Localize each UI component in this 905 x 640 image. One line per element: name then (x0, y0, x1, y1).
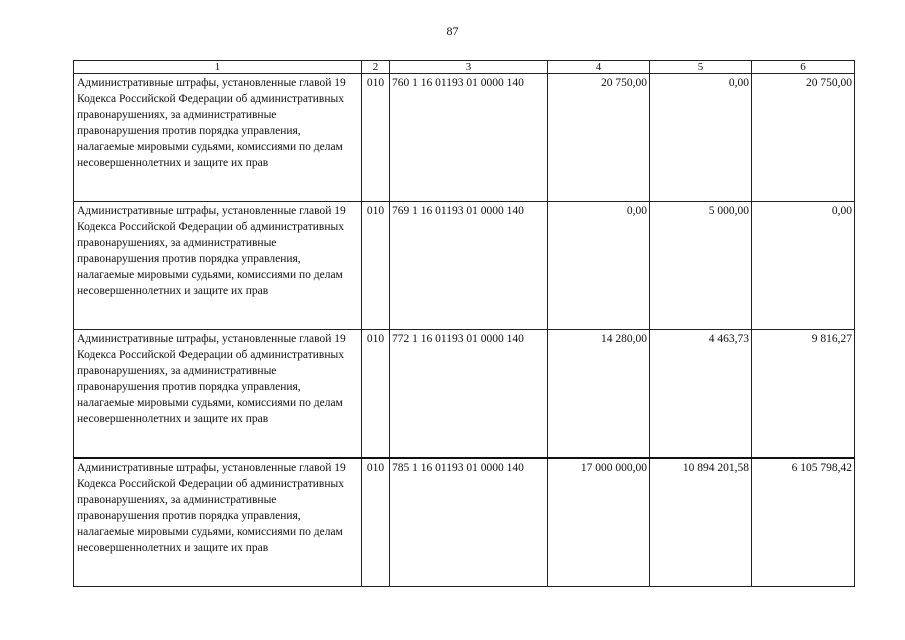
column-header-3: 3 (390, 61, 548, 74)
budget-execution-table (73, 60, 855, 587)
row-unexecuted: 9 816,27 (752, 330, 855, 459)
row-kbk: 785 1 16 01193 01 0000 140 (390, 458, 548, 587)
column-header-1: 1 (74, 61, 362, 74)
column-header-4: 4 (548, 61, 650, 74)
table-row (74, 458, 855, 587)
row-code: 010 (362, 202, 390, 330)
row-unexecuted: 6 105 798,42 (752, 458, 855, 587)
row-unexecuted: 0,00 (752, 202, 855, 330)
row-name: Административные штрафы, установленные главой 19 Кодекса Российской Федерации об административных правонарушениях, за административные правонарушения против порядка управления, налагаемые мировыми судьями, комиссиями по делам несовершеннолетних и защите их прав (74, 330, 362, 459)
row-kbk: 769 1 16 01193 01 0000 140 (390, 202, 548, 330)
row-approved: 14 280,00 (548, 330, 650, 459)
row-approved: 20 750,00 (548, 74, 650, 202)
row-name: Административные штрафы, установленные главой 19 Кодекса Российской Федерации об административных правонарушениях, за административные правонарушения против порядка управления, налагаемые мировыми судьями, комиссиями по делам несовершеннолетних и защите их прав (74, 458, 362, 587)
table-row (74, 202, 855, 330)
column-header-6: 6 (752, 61, 855, 74)
table-header-row (74, 61, 855, 74)
table-row (74, 74, 855, 202)
row-name: Административные штрафы, установленные главой 19 Кодекса Российской Федерации об административных правонарушениях, за административные правонарушения против порядка управления, налагаемые мировыми судьями, комиссиями по делам несовершеннолетних и защите их прав (74, 202, 362, 330)
column-header-5: 5 (650, 61, 752, 74)
row-code: 010 (362, 74, 390, 202)
row-executed: 10 894 201,58 (650, 458, 752, 587)
column-header-2: 2 (362, 61, 390, 74)
row-name: Административные штрафы, установленные главой 19 Кодекса Российской Федерации об административных правонарушениях, за административные правонарушения против порядка управления, налагаемые мировыми судьями, комиссиями по делам несовершеннолетних и защите их прав (74, 74, 362, 202)
row-unexecuted: 20 750,00 (752, 74, 855, 202)
row-executed: 0,00 (650, 74, 752, 202)
page-number: 87 (446, 24, 459, 38)
row-executed: 5 000,00 (650, 202, 752, 330)
row-approved: 0,00 (548, 202, 650, 330)
table-row (74, 330, 855, 459)
row-approved: 17 000 000,00 (548, 458, 650, 587)
row-kbk: 760 1 16 01193 01 0000 140 (390, 74, 548, 202)
row-executed: 4 463,73 (650, 330, 752, 459)
row-kbk: 772 1 16 01193 01 0000 140 (390, 330, 548, 459)
row-code: 010 (362, 330, 390, 459)
row-code: 010 (362, 458, 390, 587)
